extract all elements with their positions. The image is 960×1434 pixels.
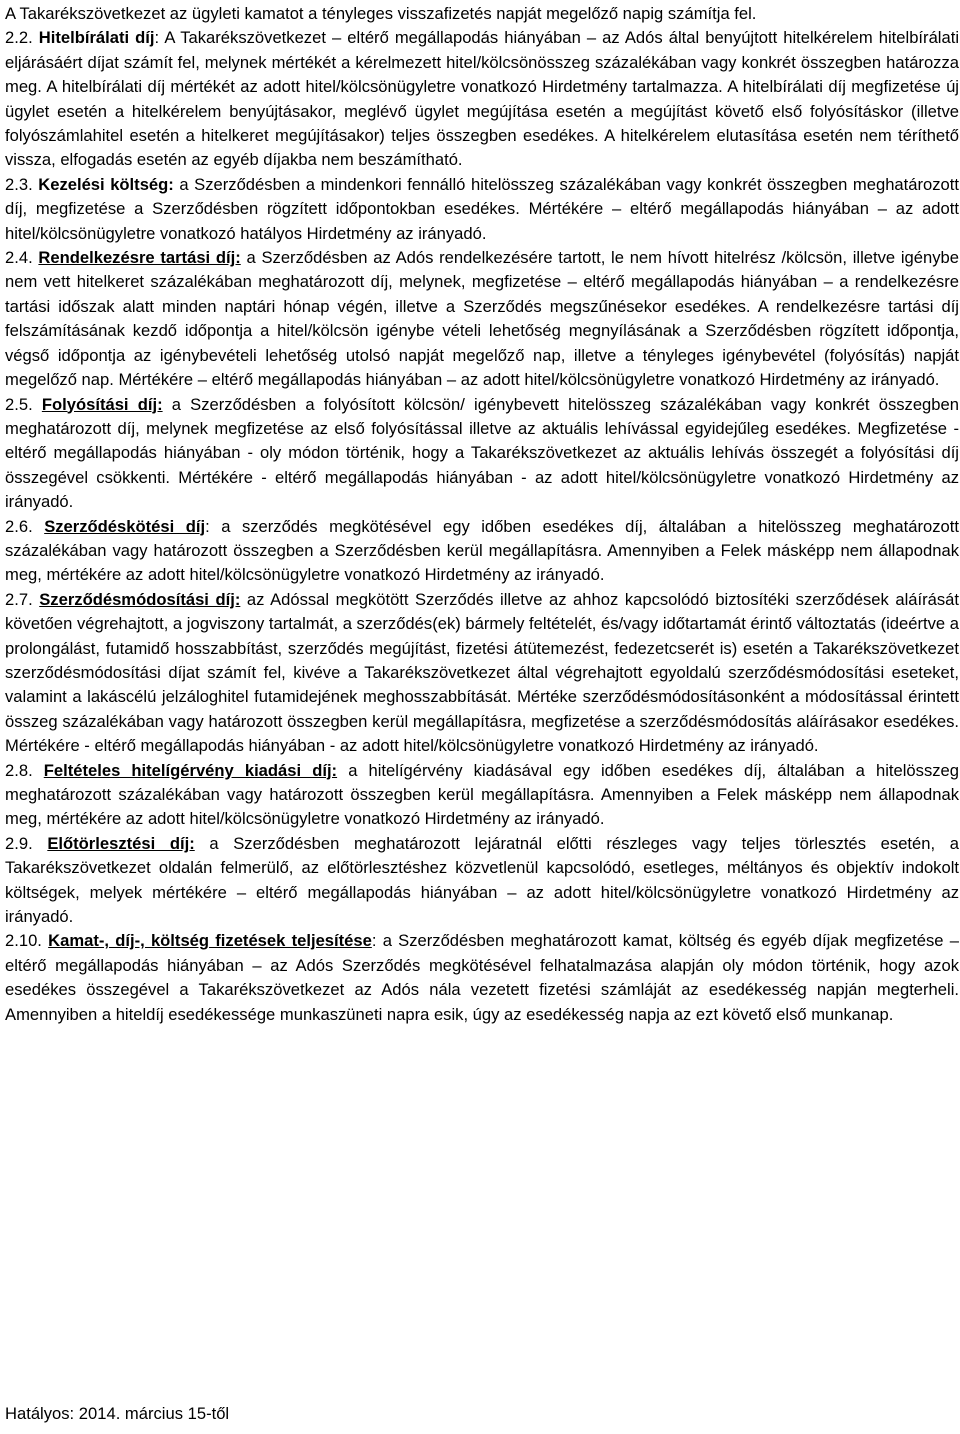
paragraph-2-6-szerzodeskotesi-dij bbox=[5, 515, 959, 588]
section-number: 2.10. bbox=[5, 931, 49, 951]
section-term-suffix bbox=[195, 834, 210, 853]
section-term-suffix bbox=[163, 395, 172, 414]
page-footer bbox=[5, 1402, 229, 1426]
paragraph-2-7-szerzodesmodositasi-dij bbox=[5, 588, 959, 759]
section-number: 2.3. bbox=[5, 174, 39, 194]
section-term: Hitelbírálati díj bbox=[38, 28, 155, 48]
paragraph-2-3-kezelesi-koltseg bbox=[5, 173, 959, 246]
section-number: 2.6. bbox=[5, 516, 45, 536]
paragraph-text: a Szerződésben az Adós rendelkezésére tartott, le nem hívott hitelrész /kölcsön, illetve igénybe nem vett hitelkeret százalékában meghatározott díj, melynek, megfizetése – eltérő megállapodás hiányában – a rendelkezésre tartási időszak alatt minden naptári hónap végén, illetve a Szerződés megszűnésekor esedékes. A rendelkezésre tartási díj felszámításának kezdő időpontja a hitel/kölcsön igénybe vételi lehetőség megnyílásának a Szerződésben rögzített időpontja, végső időpontja az igénybevételi lehetőség utolsó napját megelőző nap, illetve a tényleges igénybevétel (folyósítás) napját megelőző nap. Mértékére – eltérő megállapodás hiányában – az adott hitel/kölcsönügyletre vonatkozó Hirdetmény az irányadó. bbox=[5, 248, 959, 390]
paragraph-text: a Szerződésben meghatározott kamat, költség és egyéb díjak megfizetése – eltérő megállapodás hiányában – az Adós Szerződés megkötésével felhatalmazása alapján oly módon történik, hogy azok esedékes összegével a Takarékszövetkezet az Adós nála vezetett fizetési számláját az esedékesség napján megterheli. Amennyiben a hiteldíj esedékessége munkaszüneti napra esik, úgy az esedékesség napja az ezt követő első munkanap. bbox=[5, 931, 959, 1024]
section-term: Szerződéskötési díj bbox=[44, 516, 206, 536]
section-term: Kezelési költség: bbox=[38, 174, 174, 194]
section-term-suffix: : bbox=[154, 28, 165, 48]
paragraph-text: a Szerződésben a folyósított kölcsön/ igénybevett hitelösszeg százalékában vagy konkrét összegben meghatározott díj, melynek megfizetése az első folyósítással illetve az aktuális lehívással egyidejűleg esedékes. Megfizetése - eltérő megállapodás hiányában - oly módon történik, hogy a Takarékszövetkezet az aktuális lehívás összegét a folyósítási díj összegével csökkenti. Mértékére - eltérő megállapodás hiányában - az adott hitel/kölcsönügyletre vonatkozó Hirdetmény az irányadó. bbox=[5, 394, 959, 512]
section-term: Előtörlesztési díj: bbox=[47, 833, 195, 853]
section-number: 2.9. bbox=[5, 833, 48, 853]
section-term: Rendelkezésre tartási díj: bbox=[38, 248, 241, 268]
paragraph-2-5-folyositasi-dij bbox=[5, 393, 959, 515]
section-term: Feltételes hitelígérvény kiadási díj: bbox=[43, 760, 338, 780]
paragraph-text: a szerződés megkötésével egy időben esedékes díj, általában a hitelösszeg meghatározott százalékában vagy határozott összegben a Szerződésben kerül megállapításra. Amennyiben a Felek másképp nem állapodnak meg, mértékére az adott hitel/kölcsönügyletre vonatkozó Hirdetmény az irányadó. bbox=[5, 516, 959, 585]
section-term-suffix: : bbox=[205, 516, 222, 536]
section-number: 2.7. bbox=[5, 589, 40, 609]
paragraph-2-4-rendelkezesre-tartasi-dij bbox=[5, 246, 959, 392]
paragraph-text: A Takarékszövetkezet – eltérő megállapodás hiányában – az Adós által benyújtott hitelkérelem hitelbírálati eljárásáért díjat számít fel, melynek mértékét a kérelmezett hitel/kölcsönösszeg százalékában vagy konkrét összegben határozza meg. A hitelbírálati díj mértékét az adott hitel/kölcsönügyletre vonatkozó Hirdetmény tartalmazza. A hitelbírálati díj megfizetése új ügylet esetén a hitelkérelem benyújtásakor, meglévő ügylet megújítása esetén a megújítást követő első folyósításkor (illetve folyószámlahitel esetén a hitelkeret megújításakor) teljes összegben esedékes. A hitelkérelem elutasítása esetén nem téríthető vissza, elfogadás esetén az egyéb díjakba nem beszámítható. bbox=[5, 28, 960, 170]
section-term-suffix bbox=[337, 761, 348, 780]
paragraph-2-9-elotorlesztesi-dij bbox=[5, 832, 959, 930]
section-term: Folyósítási díj: bbox=[41, 394, 163, 414]
section-number: 2.5. bbox=[5, 394, 42, 414]
section-term: Kamat-, díj-, költség fizetések teljesítése bbox=[48, 931, 372, 951]
paragraph-text: az Adóssal megkötött Szerződés illetve az ahhoz kapcsolódó biztosítéki szerződések aláírását követően végrehajtott, a jogviszony tartalmát, a szerződés(ek) bármely feltételét, és/vagy időtartamát érintő változtatás (ideértve a prolongálást, futamidő hosszabbítást, szerződés megújítást, fizetési átütemezést, fedezetcserét is) esetén a Takarékszövetkezet szerződésmódosítási díjat számít fel, kivéve a Takarékszövetkezet által végrehajtott egyoldalú szerződésmódosítási eseteket, valamint a lakáscélú jelzáloghitel futamidejének meghosszabbítását. Mértéke szerződésmódosításonként a módosítással érintett összeg százalékában vagy határozott összegben kerül megállapításra, megfizetése a szerződésmódosítás aláírásakor esedékes. Mértékére - eltérő megállapodás hiányában - az adott hitel/kölcsönügyletre vonatkozó Hirdetmény az irányadó. bbox=[5, 589, 959, 756]
document-page bbox=[5, 2, 959, 1027]
paragraph-intro bbox=[5, 2, 959, 26]
section-term-suffix: : bbox=[371, 931, 383, 951]
effective-date-text: Hatályos: 2014. március 15-től bbox=[5, 1404, 230, 1423]
paragraph-2-8-hitleigerveny-kiadasi-dij bbox=[5, 759, 959, 832]
paragraph-text: a Szerződésben meghatározott lejáratnál előtti részleges vagy teljes törlesztés esetén, a Takarékszövetkezet oldalán felmerülő, az előtörlesztéshez közvetlenül kapcsolódó, esetleges, méltányos és objektív indokolt költségek, melyek mértékére – eltérő megállapodás hiányában – az adott hitel/kölcsönügyletre vonatkozó Hirdetmény az irányadó. bbox=[5, 833, 959, 927]
paragraph-2-10-fizetesek-teljesitese bbox=[5, 929, 959, 1027]
paragraph-text: A Takarékszövetkezet az ügyleti kamatot a tényleges visszafizetés napját megelőző napig számítja fel. bbox=[5, 4, 757, 23]
section-number: 2.2. bbox=[5, 28, 39, 48]
section-number: 2.8. bbox=[5, 760, 44, 780]
paragraph-2-2-hitelbiralati-dij bbox=[5, 26, 959, 172]
paragraph-text: a Szerződésben a mindenkori fennálló hitelösszeg százalékában vagy konkrét összegben meghatározott díj, megfizetése a Szerződésben rögzített időpontokban esedékes. Mértékére – eltérő megállapodás hiányában – az adott hitel/kölcsönügyletre vonatkozó hatályos Hirdetmény az irányadó. bbox=[5, 174, 959, 243]
section-term: Szerződésmódosítási díj: bbox=[39, 589, 241, 609]
paragraph-text: a hitelígérvény kiadásával egy időben esedékes díj, általában a hitelösszeg meghatározott százalékában vagy határozott összegben kerül megállapításra. Amennyiben a Felek másképp nem állapodnak meg, mértékére az adott hitel/kölcsönügyletre vonatkozó Hirdetmény az irányadó. bbox=[5, 760, 959, 829]
section-number: 2.4. bbox=[5, 248, 39, 268]
